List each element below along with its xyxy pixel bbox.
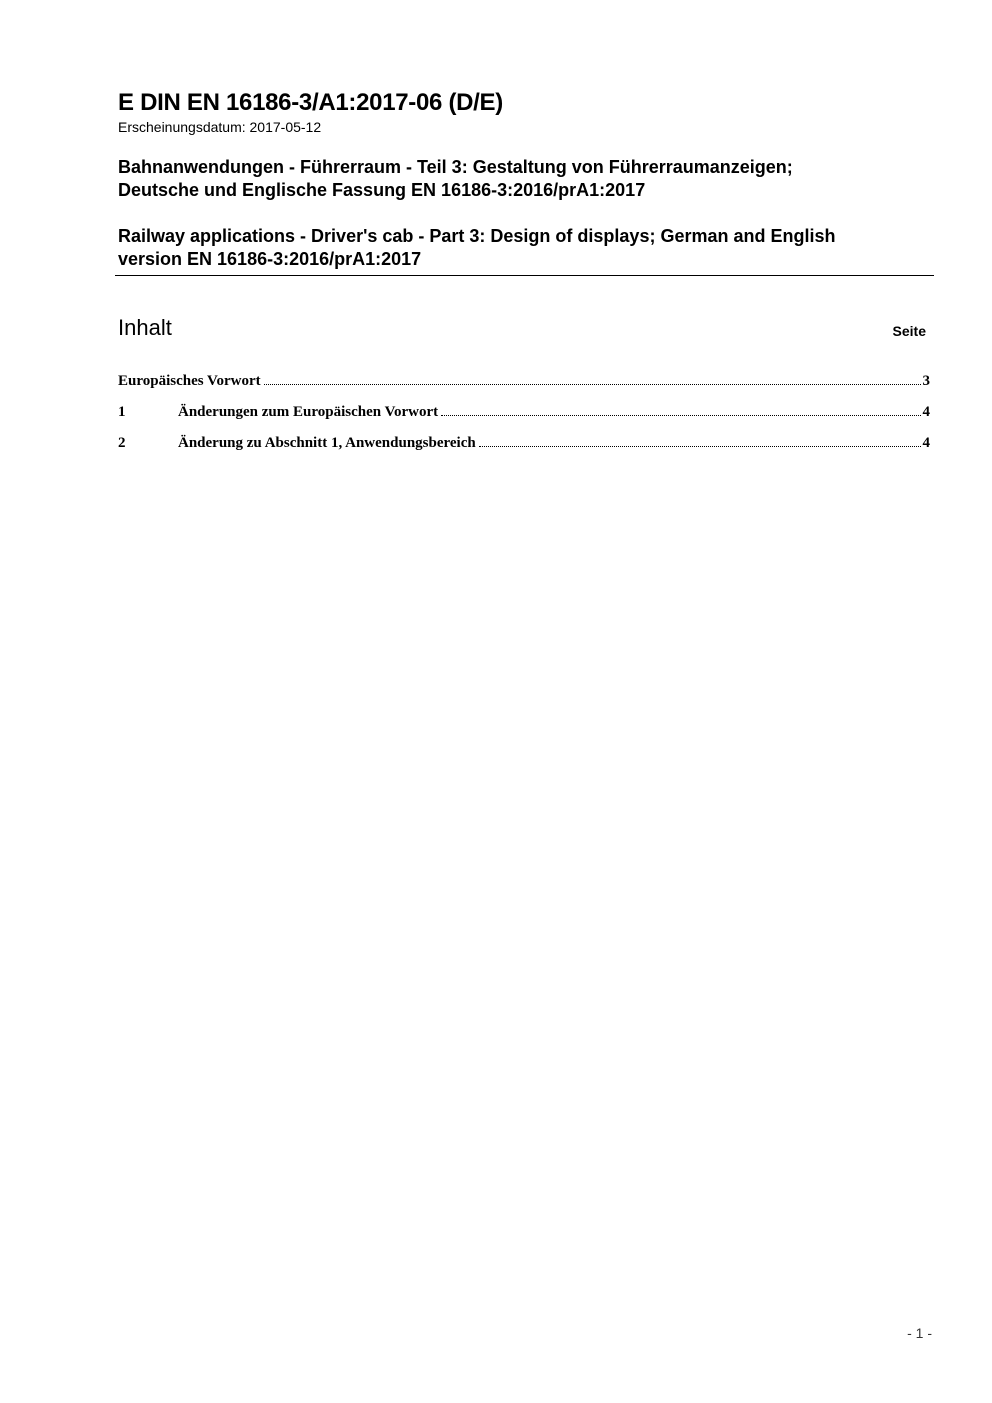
toc-entry-section-1[interactable] (118, 401, 930, 432)
table-of-contents (118, 370, 930, 463)
toc-entry-page: 4 (922, 404, 930, 420)
toc-page-label: Seite (892, 323, 926, 339)
toc-entry-number: 1 (118, 404, 126, 420)
german-title (118, 156, 934, 202)
english-title (118, 225, 934, 271)
german-title-line: Bahnanwendungen - Führerraum - Teil 3: Gestaltung von Führerraumanzeigen; (118, 157, 793, 177)
toc-entry-number: 2 (118, 435, 126, 451)
toc-entry-page: 4 (922, 435, 930, 451)
toc-dot-leader (479, 445, 921, 447)
toc-entry-foreword[interactable] (118, 370, 930, 401)
english-title-line: Railway applications - Driver's cab - Part 3: Design of displays; German and English (118, 226, 836, 246)
english-title-line: version EN 16186-3:2016/prA1:2017 (118, 249, 422, 269)
toc-title: Inhalt (118, 315, 172, 340)
toc-entry-page: 3 (922, 373, 930, 389)
toc-entry-text: Änderung zu Abschnitt 1, Anwendungsbereich (178, 435, 476, 451)
toc-entry-section-2[interactable] (118, 432, 930, 463)
release-date: Erscheinungsdatum: 2017-05-12 (118, 119, 322, 135)
page-number: - 1 - (907, 1325, 932, 1341)
toc-entry-text: Europäisches Vorwort (118, 373, 261, 389)
toc-entry-text: Änderungen zum Europäischen Vorwort (178, 404, 439, 420)
document-header (118, 88, 934, 271)
toc-dot-leader (264, 383, 921, 385)
toc-heading (118, 314, 926, 344)
german-title-line: Deutsche und Englische Fassung EN 16186-3:2016/prA1:2017 (118, 180, 646, 200)
document-id: E DIN EN 16186-3/A1:2017-06 (D/E) (118, 89, 503, 116)
header-divider (115, 275, 934, 276)
toc-dot-leader (441, 414, 920, 416)
